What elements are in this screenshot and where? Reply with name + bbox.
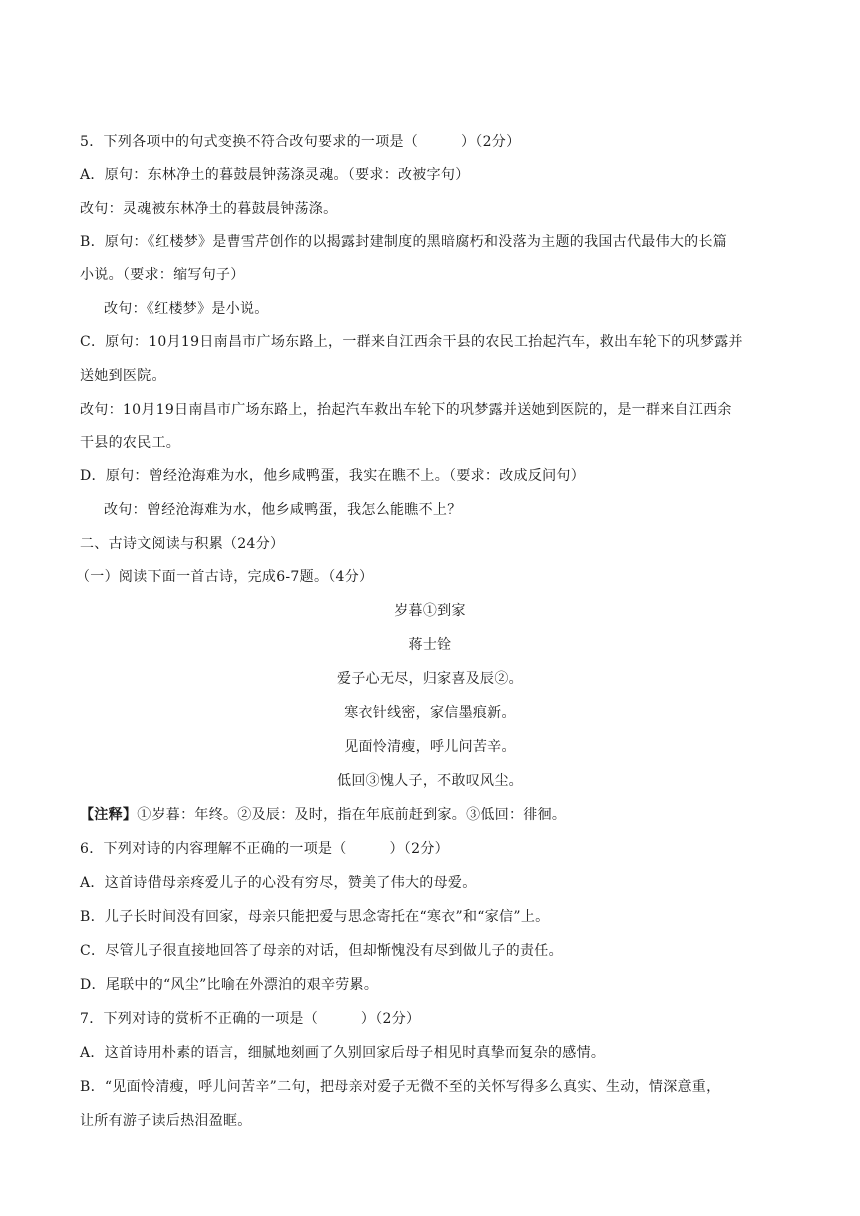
poem-verse-2: 寒衣针线密，家信墨痕新。: [344, 705, 516, 721]
q5-option-b-original-cont: 小说。（要求：缩写句子）: [80, 267, 245, 283]
poem-verse-4: 低回③愧人子，不敢叹风尘。: [337, 773, 523, 789]
q5-option-b-original: B．原句：《红楼梦》是曹雪芹创作的以揭露封建制度的黑暗腐朽和没落为主题的我国古代最伟大的长篇: [80, 234, 728, 250]
question-6-stem: 6．下列对诗的内容理解不正确的一项是（ ）（2分）: [80, 841, 449, 857]
notes-text: ①岁暮：年终。②及辰：及时，指在年底前赶到家。③低回：徘徊。: [137, 807, 567, 823]
q5-option-c-original: C．原句：10月19日南昌市广场东路上，一群来自江西余干县的农民工抬起汽车，救出车轮下的巩梦露并: [80, 334, 743, 350]
q5-option-d-revised: 改句：曾经沧海难为水，他乡咸鸭蛋，我怎么能瞧不上？: [104, 502, 462, 518]
q6-option-c: C．尽管儿子很直接地回答了母亲的对话，但却惭愧没有尽到做儿子的责任。: [80, 943, 563, 959]
q5-option-a-original: A．原句：东林净土的暮鼓晨钟荡涤灵魂。（要求：改被字句）: [80, 167, 470, 183]
question-7-stem: 7．下列对诗的赏析不正确的一项是（ ）（2分）: [80, 1011, 421, 1027]
q5-option-c-original-cont: 送她到医院。: [80, 368, 166, 384]
q5-option-b-revised: 改句：《红楼梦》是小说。: [104, 301, 269, 317]
q6-option-a: A．这首诗借母亲疼爱儿子的心没有穷尽，赞美了伟大的母爱。: [80, 875, 477, 891]
q5-option-c-revised: 改句：10月19日南昌市广场东路上，抬起汽车救出车轮下的巩梦露并送她到医院的，是一群来自江西余: [80, 402, 732, 418]
q5-option-a-revised: 改句：灵魂被东林净土的暮鼓晨钟荡涤。: [80, 201, 338, 217]
q7-option-b-cont: 让所有游子读后热泪盈眶。: [80, 1113, 252, 1129]
poem-verse-3: 见面怜清瘦，呼儿问苦辛。: [344, 739, 516, 755]
q6-option-d: D．尾联中的“风尘”比喻在外漂泊的艰辛劳累。: [80, 977, 379, 993]
q6-option-b: B．儿子长时间没有回家，母亲只能把爱与思念寄托在“寒衣”和“家信”上。: [80, 909, 550, 925]
subsection-heading: （一）阅读下面一首古诗，完成6-7题。（4分）: [76, 569, 374, 585]
q5-option-c-revised-cont: 干县的农民工。: [80, 435, 181, 451]
poem-notes: [80, 805, 790, 825]
notes-label: 【注释】: [80, 807, 138, 823]
poem-title: 岁暮①到家: [394, 603, 466, 619]
section-heading: 二、古诗文阅读与积累（24分）: [80, 536, 285, 552]
poem-verse-1: 爱子心无尽，归家喜及辰②。: [337, 671, 523, 687]
question-5-stem: 5．下列各项中的句式变换不符合改句要求的一项是（ ）（2分）: [80, 134, 521, 150]
q7-option-a: A．这首诗用朴素的语言，细腻地刻画了久别回家后母子相见时真挚而复杂的感情。: [80, 1045, 606, 1061]
poem-author: 蒋士铨: [408, 637, 452, 653]
q7-option-b: B．“见面怜清瘦，呼儿问苦辛”二句，把母亲对爱子无微不至的关怀写得多么真实、生动，情深意重，: [80, 1079, 721, 1095]
q5-option-d-original: D．原句：曾经沧海难为水，他乡咸鸭蛋，我实在瞧不上。（要求：改成反问句）: [80, 468, 586, 484]
